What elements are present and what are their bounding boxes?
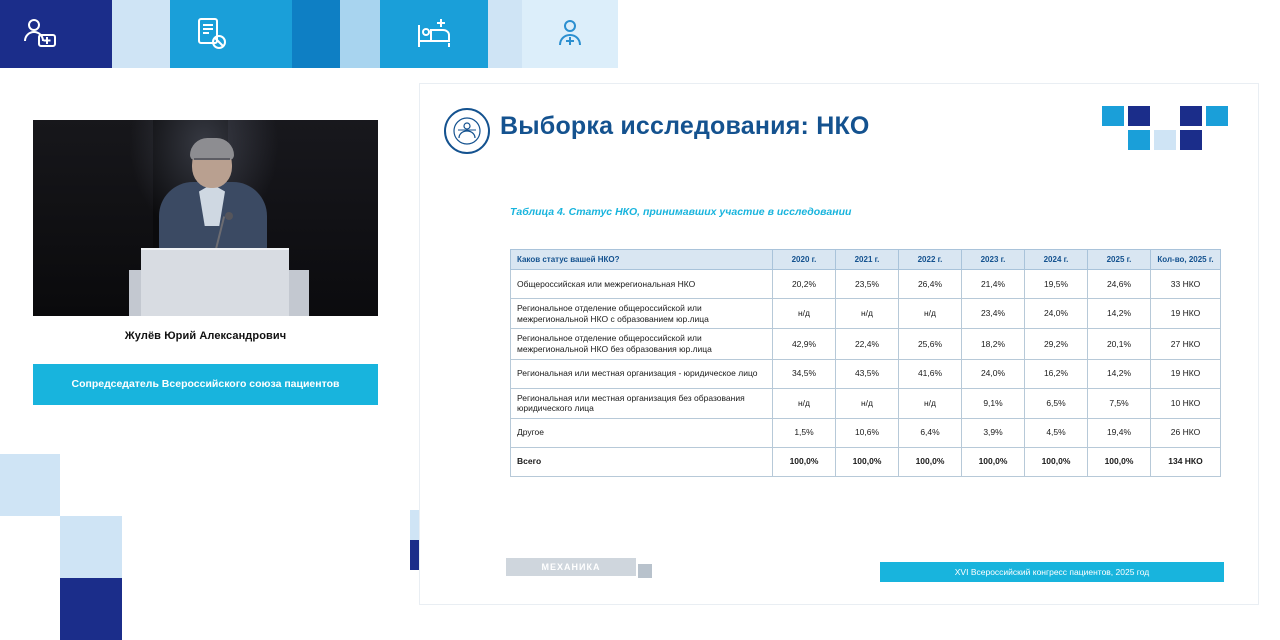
cell: н/д xyxy=(836,388,899,418)
column-header: 2024 г. xyxy=(1025,250,1088,270)
decorative-square xyxy=(1154,130,1176,150)
podium xyxy=(141,248,289,316)
banner-cell xyxy=(488,0,522,68)
decorative-square xyxy=(1206,106,1228,126)
decorative-square xyxy=(60,516,122,578)
table-row xyxy=(511,329,1221,359)
cell: 26 НКО xyxy=(1151,418,1221,447)
speaker-glasses xyxy=(194,158,230,167)
cell: 14,2% xyxy=(1088,299,1151,329)
decorative-square xyxy=(60,578,122,640)
cell: 6,4% xyxy=(899,418,962,447)
cell: 1,5% xyxy=(773,418,836,447)
cell: 100,0% xyxy=(1088,447,1151,476)
cell: 42,9% xyxy=(773,329,836,359)
cell: 100,0% xyxy=(899,447,962,476)
table-row xyxy=(511,359,1221,388)
column-header: Кол-во, 2025 г. xyxy=(1151,250,1221,270)
cell: 18,2% xyxy=(962,329,1025,359)
decorative-square xyxy=(0,624,60,640)
column-header: 2021 г. xyxy=(836,250,899,270)
column-header: 2025 г. xyxy=(1088,250,1151,270)
row-label: Другое xyxy=(511,418,773,447)
cell: 23,5% xyxy=(836,270,899,299)
cell: 24,0% xyxy=(1025,299,1088,329)
cell: 22,4% xyxy=(836,329,899,359)
cell: 7,5% xyxy=(1088,388,1151,418)
cell: 34,5% xyxy=(773,359,836,388)
column-header: 2023 г. xyxy=(962,250,1025,270)
row-label: Всего xyxy=(511,447,773,476)
decorative-square xyxy=(1128,106,1150,126)
cell: 10,6% xyxy=(836,418,899,447)
column-header: 2022 г. xyxy=(899,250,962,270)
hospital-bed-icon xyxy=(412,12,456,56)
cell: 19 НКО xyxy=(1151,359,1221,388)
cell: 33 НКО xyxy=(1151,270,1221,299)
banner-cell xyxy=(112,0,170,68)
row-label: Региональная или местная организация - юридическое лицо xyxy=(511,359,773,388)
speaker-video[interactable] xyxy=(33,120,378,316)
cell: н/д xyxy=(899,388,962,418)
cell: н/д xyxy=(773,388,836,418)
decorative-square xyxy=(0,454,60,516)
cell: 41,6% xyxy=(899,359,962,388)
decorative-square xyxy=(1180,106,1202,126)
presentation-slide xyxy=(420,84,1258,604)
table-total-row xyxy=(511,447,1221,476)
decorative-square xyxy=(638,564,652,578)
cell: 23,4% xyxy=(962,299,1025,329)
cell: 25,6% xyxy=(899,329,962,359)
organization-logo-icon xyxy=(444,108,490,154)
doctor-icon xyxy=(18,12,62,56)
cell: 6,5% xyxy=(1025,388,1088,418)
cell: 14,2% xyxy=(1088,359,1151,388)
cell: н/д xyxy=(773,299,836,329)
table-row xyxy=(511,388,1221,418)
cell: 21,4% xyxy=(962,270,1025,299)
cell: 100,0% xyxy=(962,447,1025,476)
cell: 100,0% xyxy=(773,447,836,476)
row-label: Региональное отделение общероссийской или межрегиональной НКО без образования юр.лица xyxy=(511,329,773,359)
decorative-square xyxy=(1128,130,1150,150)
cell: 27 НКО xyxy=(1151,329,1221,359)
cell: 20,1% xyxy=(1088,329,1151,359)
cell: 20,2% xyxy=(773,270,836,299)
cell: 26,4% xyxy=(899,270,962,299)
speaker-hair xyxy=(190,138,234,160)
decorative-square xyxy=(1102,106,1124,126)
row-label: Общероссийская или межрегиональная НКО xyxy=(511,270,773,299)
cell: н/д xyxy=(899,299,962,329)
nko-status-table xyxy=(510,249,1221,477)
row-label: Региональная или местная организация без образования юридического лица xyxy=(511,388,773,418)
cell: 9,1% xyxy=(962,388,1025,418)
cell: 19,5% xyxy=(1025,270,1088,299)
decorative-top-banner xyxy=(0,0,1280,68)
cell: 3,9% xyxy=(962,418,1025,447)
speaker-panel xyxy=(0,68,410,640)
column-header: 2020 г. xyxy=(773,250,836,270)
cell: 100,0% xyxy=(836,447,899,476)
column-header: Каков статус вашей НКО? xyxy=(511,250,773,270)
row-label: Региональное отделение общероссийской или межрегиональной НКО с образованием юр.лица xyxy=(511,299,773,329)
banner-cell xyxy=(292,0,340,68)
cell: 10 НКО xyxy=(1151,388,1221,418)
cell: 24,0% xyxy=(962,359,1025,388)
table-row xyxy=(511,299,1221,329)
slide-footer: XVI Всероссийский конгресс пациентов, 2025 год xyxy=(880,562,1224,582)
banner-cell xyxy=(340,0,380,68)
cell: 29,2% xyxy=(1025,329,1088,359)
cell: н/д xyxy=(836,299,899,329)
cell: 24,6% xyxy=(1088,270,1151,299)
table-row xyxy=(511,270,1221,299)
speaker-role-badge: Сопредседатель Всероссийского союза пациентов xyxy=(33,364,378,405)
decorative-corner-dots xyxy=(1102,106,1242,150)
decorative-square xyxy=(1180,130,1202,150)
sponsor-watermark: МЕХАНИКА xyxy=(506,558,636,576)
table-row xyxy=(511,418,1221,447)
microphone-icon xyxy=(225,212,233,220)
table-header-row xyxy=(511,250,1221,270)
decorative-square xyxy=(0,516,60,578)
document-pills-icon xyxy=(190,12,234,56)
speaker-name: Жулёв Юрий Александрович xyxy=(124,330,287,342)
cell: 19 НКО xyxy=(1151,299,1221,329)
cell: 100,0% xyxy=(1025,447,1088,476)
cell: 16,2% xyxy=(1025,359,1088,388)
cell: 4,5% xyxy=(1025,418,1088,447)
cell: 43,5% xyxy=(836,359,899,388)
page-title: Выборка исследования: НКО xyxy=(500,112,870,140)
patient-care-icon xyxy=(548,12,592,56)
cell: 19,4% xyxy=(1088,418,1151,447)
table-caption: Таблица 4. Статус НКО, принимавших участие в исследовании xyxy=(510,206,852,218)
cell: 134 НКО xyxy=(1151,447,1221,476)
